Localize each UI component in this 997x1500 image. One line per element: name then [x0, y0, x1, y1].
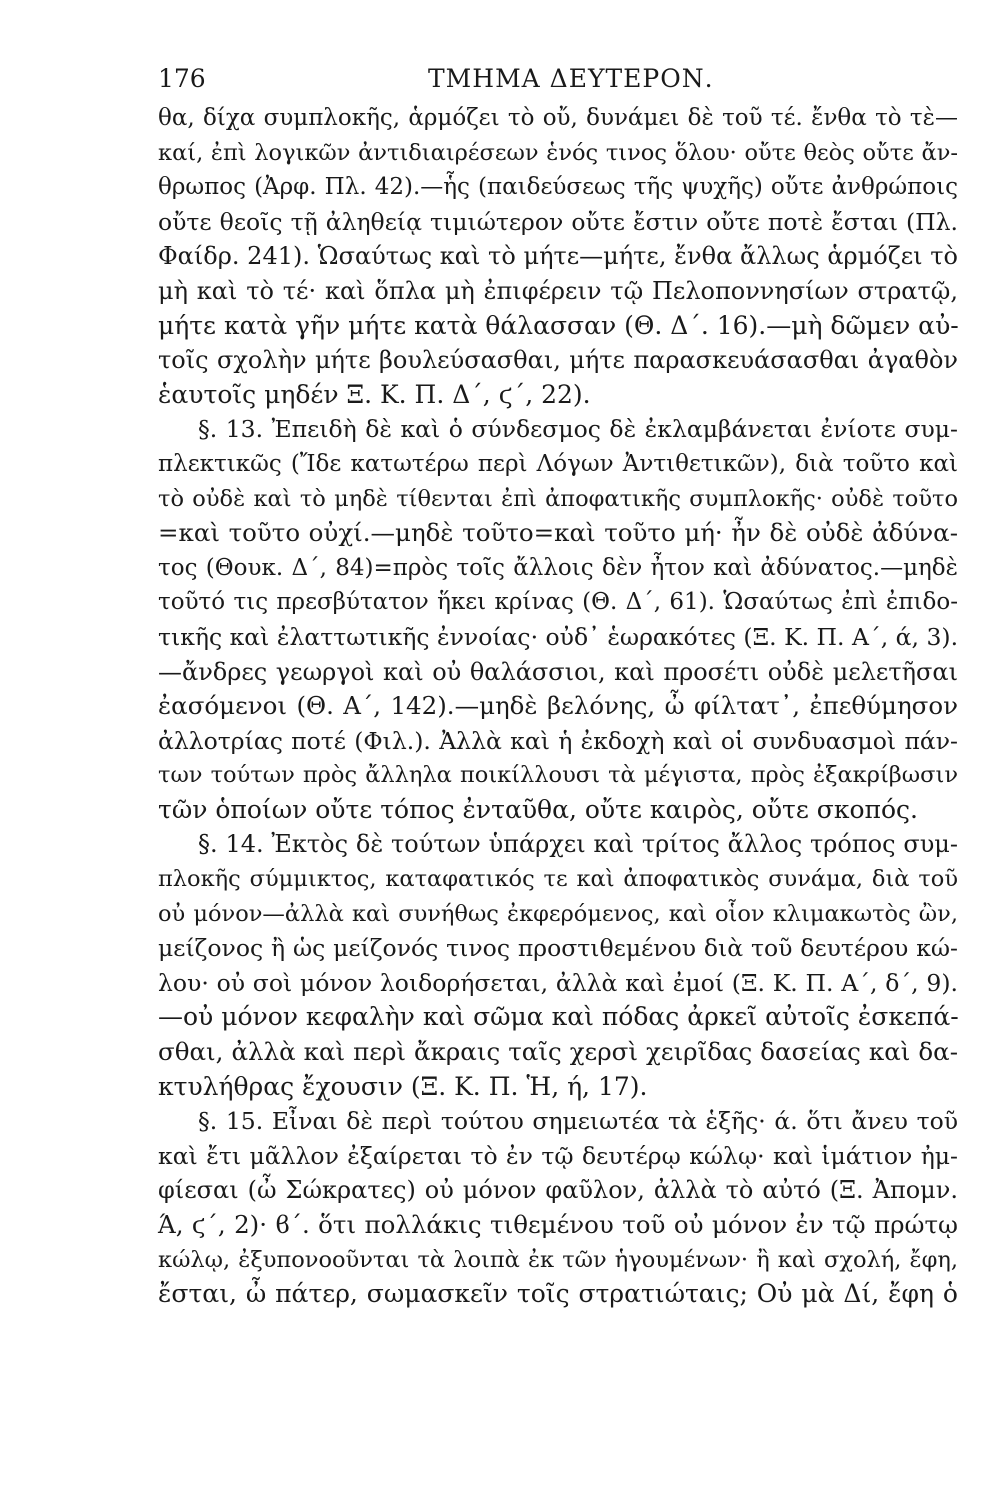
text-line: τος (Θουκ. Δ΄, 84)=πρὸς τοῖς ἄλλοις δὲν ἦτον καὶ ἀδύνατος.—μηδὲ — [158, 554, 958, 581]
text-line: τοῦτό τις πρεσβύτατον ἥκει κρίνας (Θ. Δ΄, 61). Ὡσαύτως ἐπὶ ἐπιδο- — [158, 589, 958, 616]
text-line: ἑαυτοῖς μηδέν Ξ. Κ. Π. Δ΄, ϛ΄, 22). — [158, 379, 591, 409]
section-heading-line: §. 14. Ἐκτὸς δὲ τούτων ὑπάρχει καὶ τρίτος ἄλλος τρόπος συμ- — [198, 830, 958, 859]
text-line: —ἄνδρες γεωργοὶ καὶ οὐ θαλάσσιοι, καὶ προσέτι οὐδὲ μελετῆσαι — [158, 657, 958, 686]
text-line: πλεκτικῶς (Ἴδε κατωτέρω περὶ Λόγων Ἀντιθετικῶν), διὰ τοῦτο καὶ — [158, 450, 958, 477]
page-number: 176 — [158, 64, 206, 93]
text-line: φίεσαι (ὦ Σώκρατες) οὐ μόνον φαῦλον, ἀλλὰ τὸ αὐτό (Ξ. Ἀπομν. — [158, 1176, 958, 1205]
text-line: Φαίδρ. 241). Ὡσαύτως καὶ τὸ μήτε—μήτε, ἔνθα ἄλλως ἁρμόζει τὸ — [158, 242, 958, 271]
section-heading-line: §. 15. Εἶναι δὲ περὶ τούτου σημειωτέα τὰ ἑξῆς· ά. ὅτι ἄνευ τοῦ — [198, 1107, 958, 1136]
text-line: θρωπος (Ἀρφ. Πλ. 42).—ἧς (παιδεύσεως τῆς ψυχῆς) οὔτε ἀνθρώποις — [158, 174, 958, 201]
text-line: κώλῳ, ἐξυπονοοῦνται τὰ λοιπὰ ἐκ τῶν ἡγουμένων· ἢ καὶ σχολή, ἔφη, — [158, 1246, 958, 1273]
text-line: ἐασόμενοι (Θ. Α΄, 142).—μηδὲ βελόνης, ὦ φίλτατ᾽, ἐπεθύμησον — [158, 691, 958, 721]
text-line: σθαι, ἀλλὰ καὶ περὶ ἄκραις ταῖς χερσὶ χειρῖδας δασείας καὶ δα- — [158, 1037, 958, 1067]
text-line: πλοκῆς σύμμικτος, καταφατικός τε καὶ ἀποφατικὸς συνάμα, διὰ τοῦ — [158, 866, 958, 893]
text-line: τοῖς σχολὴν μήτε βουλεύσασθαι, μήτε παρασκευάσασθαι ἀγαθὸν — [158, 346, 958, 375]
text-line: μὴ καὶ τὸ τέ· καὶ ὅπλα μὴ ἐπιφέρειν τῷ Πελοποννησίων στρατῷ, — [158, 276, 958, 305]
running-title: ΤΜΗΜΑ ΔΕΥΤΕΡΟΝ. — [428, 64, 714, 93]
text-line: ἀλλοτρίας ποτέ (Φιλ.). Ἀλλὰ καὶ ἡ ἐκδοχὴ καὶ οἱ συνδυασμοὶ πάν- — [158, 726, 958, 755]
text-line: τῶν ὁποίων οὔτε τόπος ἐνταῦθα, οὔτε καιρὸς, οὔτε σκοπός. — [158, 794, 918, 824]
text-line: =καὶ τοῦτο οὐχί.—μηδὲ τοῦτο=καὶ τοῦτο μή· ἦν δὲ οὐδὲ ἀδύνα- — [158, 518, 958, 548]
text-line: των τούτων πρὸς ἄλληλα ποικίλλουσι τὰ μέγιστα, πρὸς ἐξακρίβωσιν — [158, 762, 958, 789]
text-line: καί, ἐπὶ λογικῶν ἀντιδιαιρέσεων ἑνός τινος ὅλου· οὔτε θεὸς οὔτε ἄν- — [158, 139, 958, 166]
text-line: —οὐ μόνον κεφαλὴν καὶ σῶμα καὶ πόδας ἀρκεῖ αὐτοῖς ἐσκεπά- — [158, 1002, 959, 1032]
text-line: οὔτε θεοῖς τῇ ἀληθείᾳ τιμιώτερον οὔτε ἔστιν οὔτε ποτὲ ἔσται (Πλ. — [158, 207, 958, 236]
text-line: κτυλήθρας ἔχουσιν (Ξ. Κ. Π. Ἡ, ή, 17). — [158, 1071, 648, 1101]
text-line: τικῆς καὶ ἐλαττωτικῆς ἐννοίας· οὐδ᾽ ἑωρακότες (Ξ. Κ. Π. Α΄, ά, 3). — [158, 622, 959, 651]
text-line: Ά, ϛ΄, 2)· ϐ΄. ὅτι πολλάκις τιθεμένου τοῦ οὐ μόνον ἐν τῷ πρώτῳ — [158, 1210, 958, 1239]
text-line: μείζονος ἢ ὡς μείζονός τινος προστιθεμένου διὰ τοῦ δευτέρου κώ- — [158, 934, 958, 963]
text-line: μήτε κατὰ γῆν μήτε κατὰ θάλασσαν (Θ. Δ΄. 16).—μὴ δῶμεν αὐ- — [158, 310, 959, 340]
text-line: καὶ ἔτι μᾶλλον ἐξαίρεται τὸ ἐν τῷ δευτέρῳ κώλῳ· καὶ ἱμάτιον ἠμ- — [158, 1141, 958, 1170]
body-text — [158, 101, 958, 1312]
text-line: τὸ οὐδὲ καὶ τὸ μηδὲ τίθενται ἐπὶ ἀποφατικῆς συμπλοκῆς· οὐδὲ τοῦτο — [158, 485, 958, 512]
text-line: λου· οὐ σοὶ μόνον λοιδορήσεται, ἀλλὰ καὶ ἐμοί (Ξ. Κ. Π. Α΄, δ΄, 9). — [158, 968, 958, 997]
text-line: οὐ μόνον—ἀλλὰ καὶ συνήθως ἐκφερόμενος, καὶ οἷον κλιμακωτὸς ὢν, — [158, 900, 958, 927]
text-line: ἔσται, ὦ πάτερ, σωμασκεῖν τοῖς στρατιώταις; Οὐ μὰ Δί, ἔφη ὁ — [158, 1279, 958, 1309]
page-header — [158, 64, 958, 104]
text-line: θα, δίχα συμπλοκῆς, ἁρμόζει τὸ οὔ, δυνάμει δὲ τοῦ τέ. ἔνθα τὸ τὲ— — [158, 105, 958, 131]
section-heading-line: §. 13. Ἐπειδὴ δὲ καὶ ὁ σύνδεσμος δὲ ἐκλαμβάνεται ἐνίοτε συμ- — [198, 415, 958, 444]
